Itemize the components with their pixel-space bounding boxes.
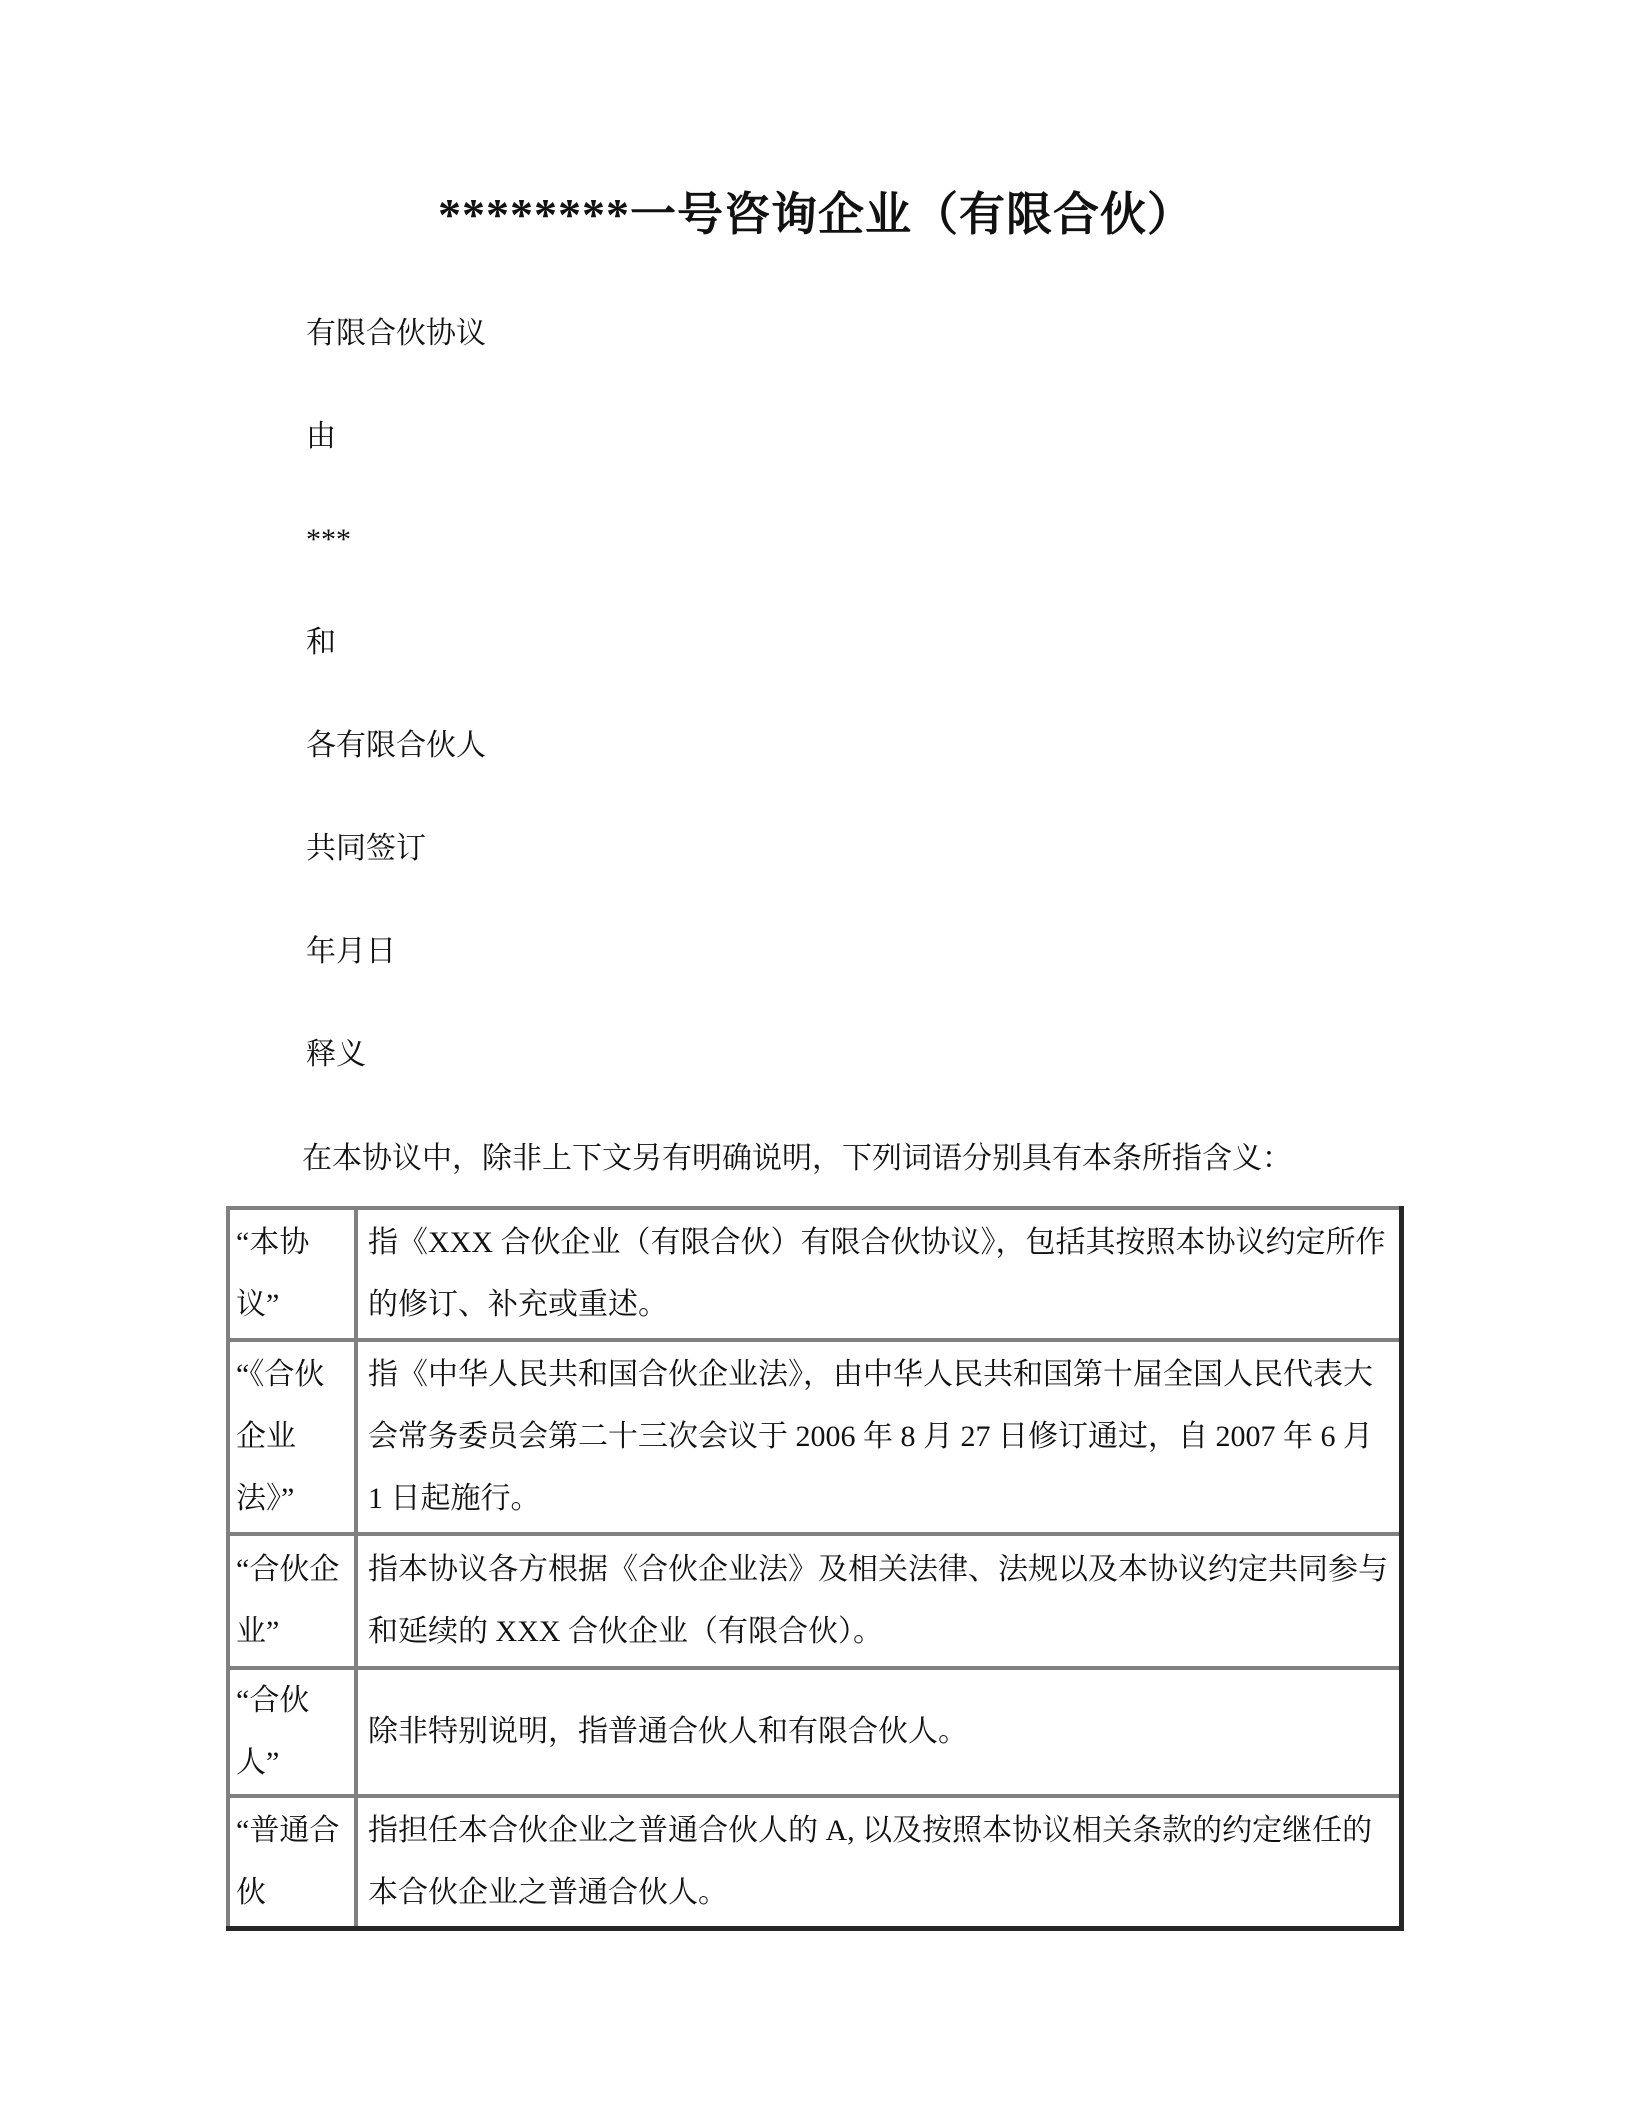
definition-cell: 指担任本合伙企业之普通合伙人的 A, 以及按照本协议相关条款的约定继任的本合伙企业之普通合伙人。: [356, 1796, 1402, 1929]
table-row: [228, 1668, 1402, 1796]
definition-cell: 指《中华人民共和国合伙企业法》，由中华人民共和国第十届全国人民代表大会常务委员会第二十三次会议于 2006 年 8 月 27 日修订通过，自 2007 年 6 月 1 日起施行。: [356, 1340, 1402, 1534]
term-cell: “普通合伙: [228, 1796, 356, 1929]
document-title: ********一号咨询企业（有限合伙）: [438, 189, 1194, 240]
preamble-line-jointly-signed: 共同签订: [306, 832, 426, 865]
preamble: [226, 318, 1406, 1071]
term-cell: “合伙企业”: [228, 1534, 356, 1668]
table-row: [228, 1534, 1402, 1668]
table-row: [228, 1208, 1402, 1340]
preamble-line-and: 和: [306, 626, 336, 659]
table-row: [228, 1340, 1402, 1534]
preamble-line-by: 由: [306, 420, 336, 453]
table-row: [228, 1796, 1402, 1929]
term-cell: “合伙人”: [228, 1668, 356, 1796]
definition-cell: 除非特别说明，指普通合伙人和有限合伙人。: [356, 1668, 1402, 1796]
preamble-line-agreement: 有限合伙协议: [306, 317, 486, 350]
preamble-line-limited-partners: 各有限合伙人: [306, 729, 486, 762]
preamble-line-asterisks: ***: [306, 523, 351, 556]
definition-cell: 指本协议各方根据《合伙企业法》及相关法律、法规以及本协议约定共同参与和延续的 XXX 合伙企业（有限合伙）。: [356, 1534, 1402, 1668]
term-cell: “《合伙企业法》”: [228, 1340, 356, 1534]
definitions-intro: 在本协议中，除非上下文另有明确说明，下列词语分别具有本条所指含义：: [302, 1142, 1292, 1175]
term-cell: “本协议”: [228, 1208, 356, 1340]
preamble-line-date: 年月日: [306, 935, 396, 968]
definition-cell: 指《XXX 合伙企业（有限合伙）有限合伙协议》，包括其按照本协议约定所作的修订、补充或重述。: [356, 1208, 1402, 1340]
definitions-table: [226, 1206, 1404, 1931]
preamble-line-definitions-heading: 释义: [306, 1038, 366, 1071]
